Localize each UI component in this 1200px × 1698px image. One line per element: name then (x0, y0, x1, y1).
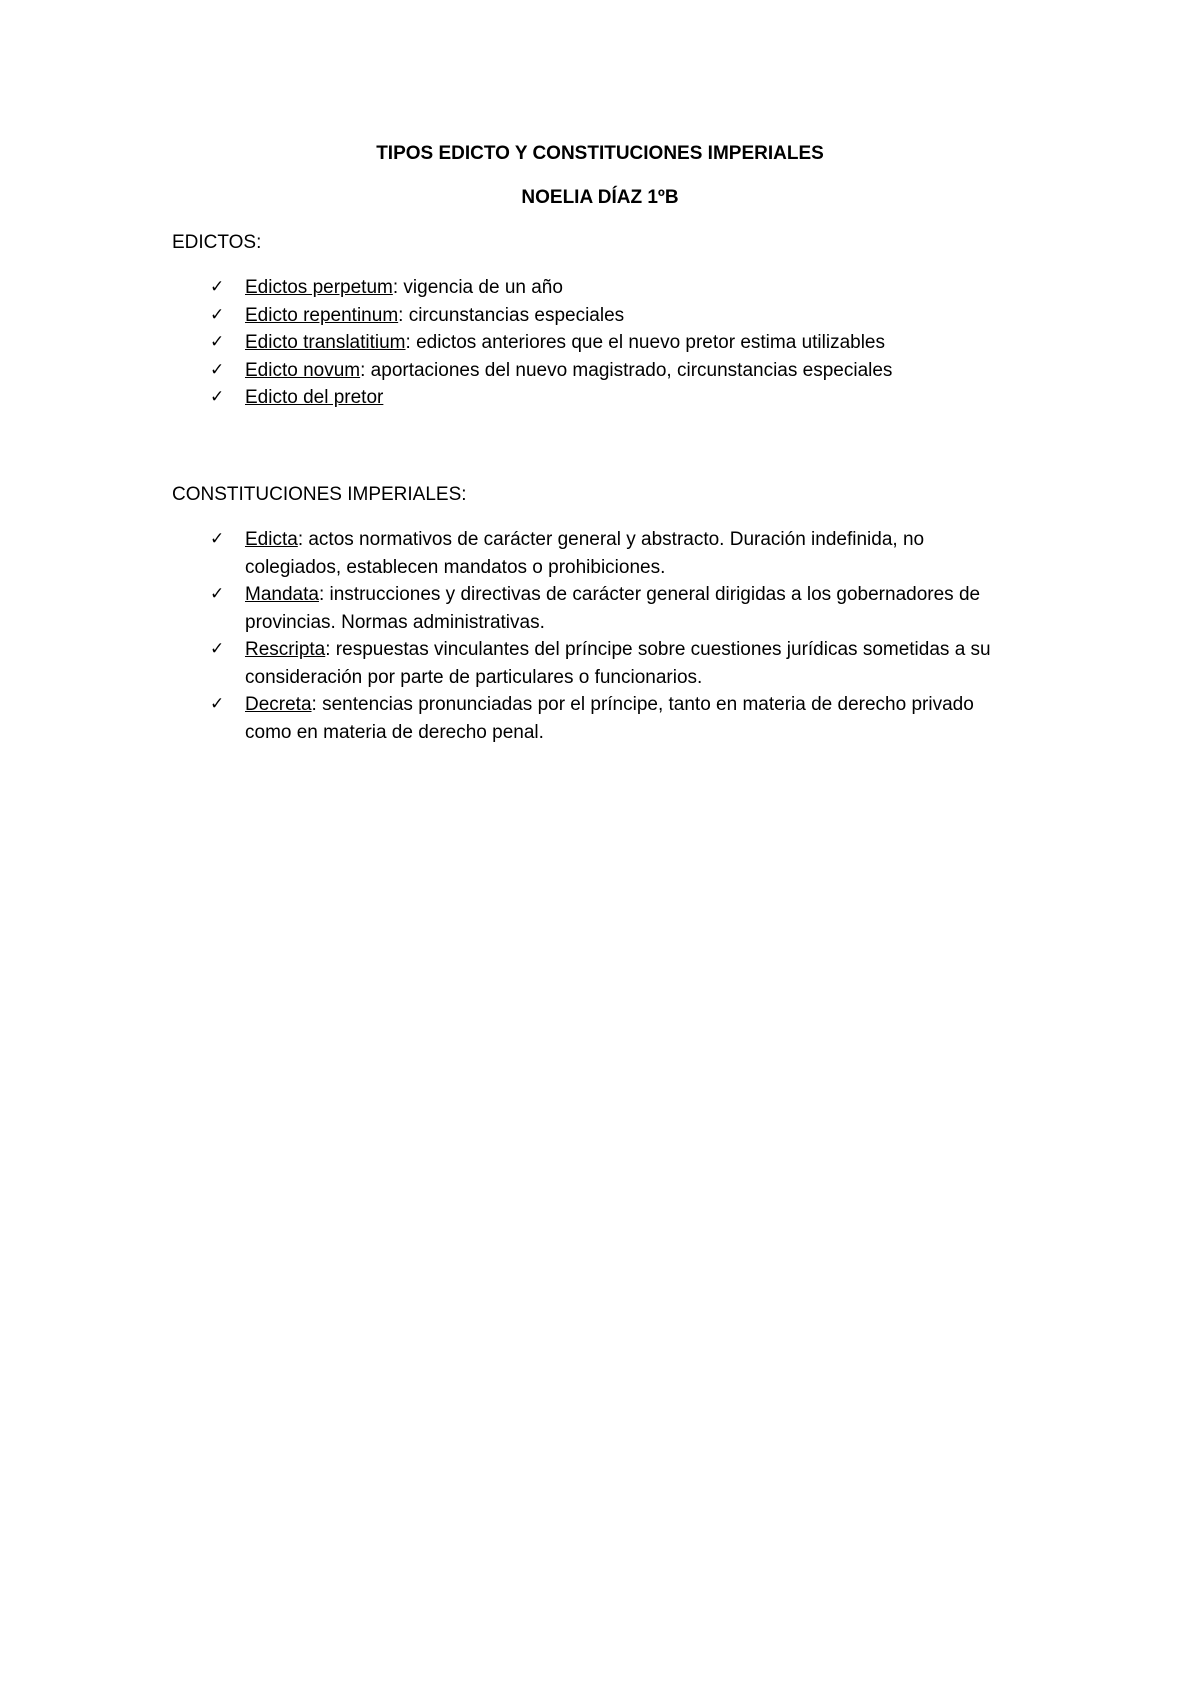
check-icon: ✓ (210, 529, 225, 549)
list-item (0, 691, 1025, 746)
item-term: Edictos perpetum (245, 277, 393, 298)
item-description: : vigencia de un año (392, 277, 563, 298)
item-term: Edicto translatitium (245, 332, 406, 353)
author-line: NOELIA DÍAZ 1ºB (521, 187, 679, 208)
list-item (0, 581, 1025, 636)
constituciones-list (0, 526, 1200, 746)
item-description: : circunstancias especiales (398, 304, 625, 326)
list-item (0, 636, 1025, 691)
item-term: Decreta (245, 694, 312, 715)
list-item (0, 357, 1025, 385)
item-description: : edictos anteriores que el nuevo pretor estima utilizables (405, 332, 885, 353)
item-term: Edicto novum (245, 359, 361, 381)
list-item (0, 302, 1025, 330)
check-icon: ✓ (210, 332, 225, 352)
check-icon: ✓ (210, 277, 225, 297)
check-icon: ✓ (210, 304, 225, 325)
edictos-list (0, 274, 1200, 412)
document-title: TIPOS EDICTO Y CONSTITUCIONES IMPERIALES (376, 143, 824, 164)
item-term: Rescripta (245, 639, 326, 660)
check-icon: ✓ (210, 694, 225, 714)
check-icon: ✓ (210, 584, 225, 604)
list-item (0, 274, 1025, 302)
list-item (0, 329, 1025, 357)
check-icon: ✓ (210, 387, 225, 407)
check-icon: ✓ (210, 359, 225, 380)
section-heading-edictos: EDICTOS: (172, 232, 262, 253)
check-icon: ✓ (210, 639, 225, 659)
item-description: : actos normativos de carácter general y abstracto. Duración indefinida, no colegiados, establecen mandatos o prohibiciones. (245, 529, 925, 578)
section-heading-constituciones: CONSTITUCIONES IMPERIALES: (172, 484, 467, 505)
item-term: Edicto repentinum (245, 304, 399, 326)
item-description: : respuestas vinculantes del príncipe sobre cuestiones jurídicas sometidas a su consideración por parte de particulares o funcionarios. (245, 639, 991, 688)
item-term: Mandata (245, 584, 319, 605)
item-description: : instrucciones y directivas de carácter general dirigidas a los gobernadores de provincias. Normas administrativas. (245, 584, 981, 633)
item-description: : sentencias pronunciadas por el príncipe, tanto en materia de derecho privado como en materia de derecho penal. (245, 694, 974, 743)
item-description: : aportaciones del nuevo magistrado, circunstancias especiales (360, 359, 893, 381)
item-term: Edicto del pretor (245, 387, 384, 408)
list-item (0, 526, 1025, 581)
list-item (0, 384, 1025, 412)
item-term: Edicta (245, 529, 298, 550)
